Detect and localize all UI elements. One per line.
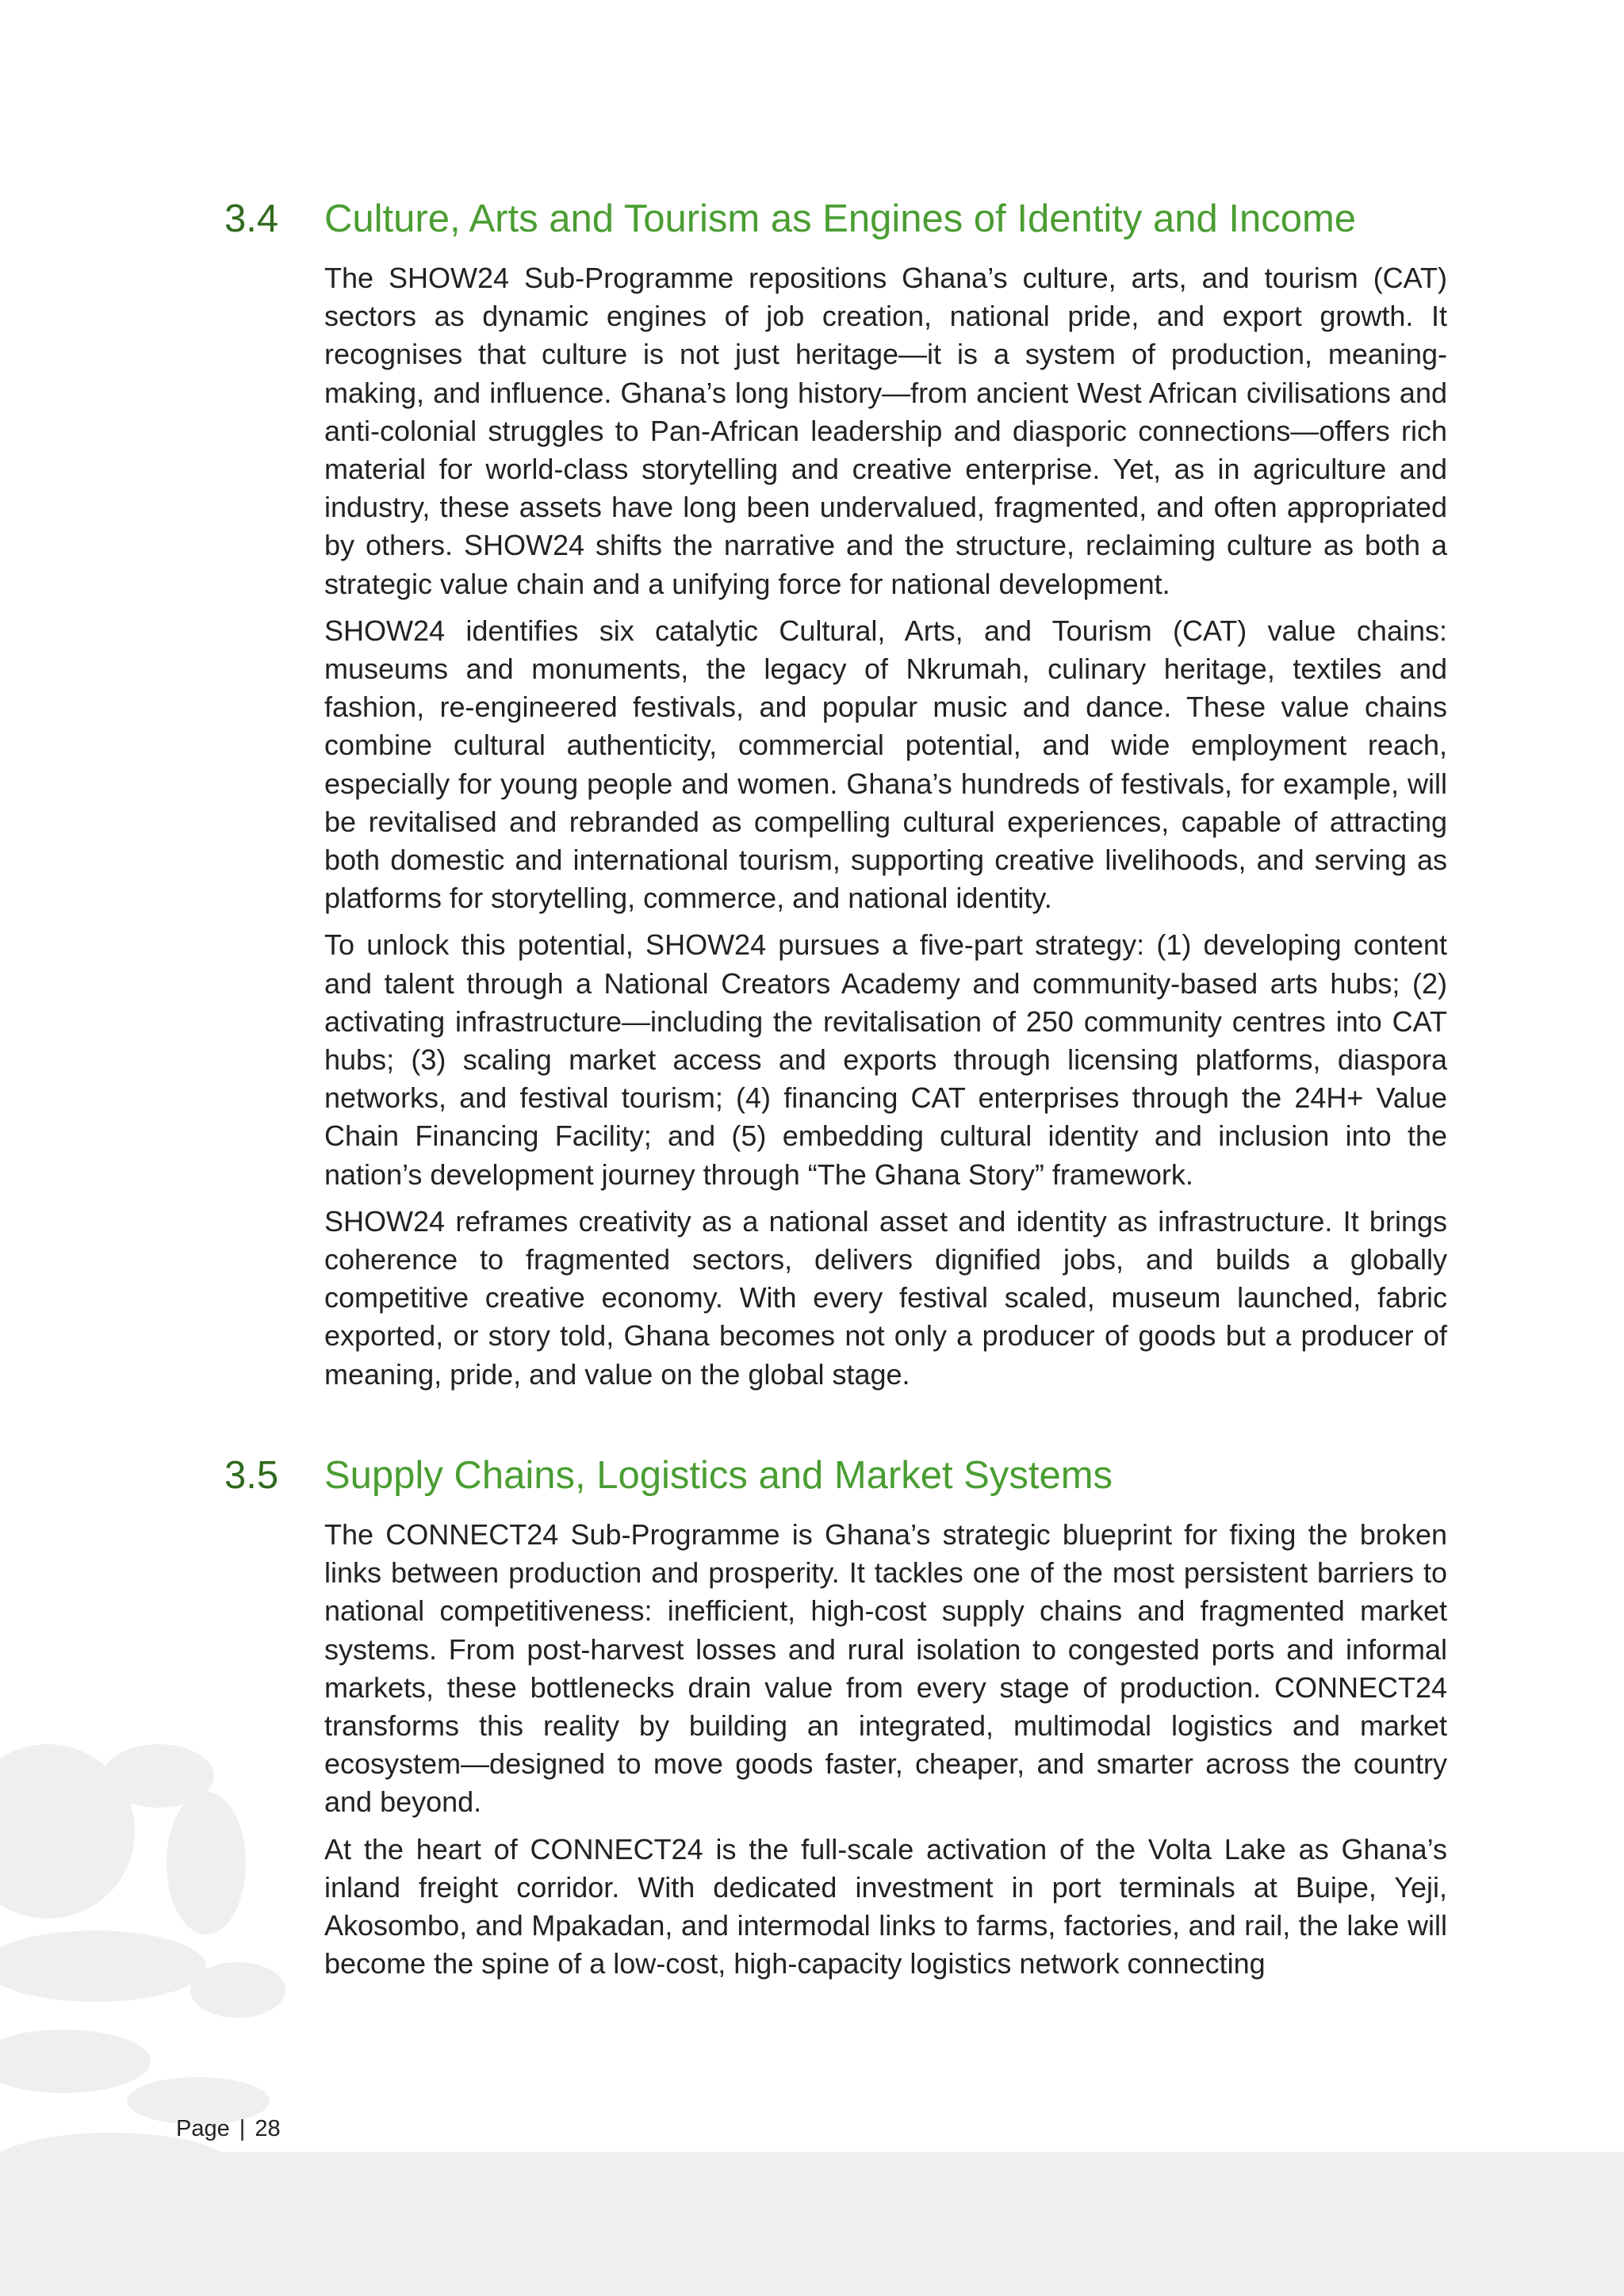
paragraph: The CONNECT24 Sub-Programme is Ghana’s strategic blueprint for fixing the broken links between production and prosperity. It tackles one of the most persistent barriers to national competitiveness: inefficient, high-cost supply chains and fragmented market systems. From post-harvest losses and rural isolation to congested ports and informal markets, these bottlenecks drain value from every stage of production. CONNECT24 transforms this reality by building an integrated, multimodal logistics and market ecosystem—designed to move goods faster, cheaper, and smarter across the country and beyond. xyxy=(324,1517,1447,1819)
section-number: 3.5 xyxy=(224,1453,279,1497)
paragraph: SHOW24 reframes creativity as a national asset and identity as infrastructure. It brings coherence to fragmented sectors, delivers dignified jobs, and builds a globally competitive creative economy. With every festival scaled, museum launched, fabric exported, or story told, Ghana becomes not only a producer of goods but a producer of meaning, pride, and value on the global stage. xyxy=(324,1204,1447,1391)
paragraph: SHOW24 identifies six catalytic Cultural, Arts, and Tourism (CAT) value chains: museums and monuments, the legacy of Nkrumah, culinary heritage, textiles and fashion, re-engineered festivals, and popular music and dance. These value chains combine cultural authenticity, commercial potential, and wide employment reach, especially for young people and women. Ghana’s hundreds of festivals, for example, will be revitalised and rebranded as compelling cultural experiences, capable of attracting both domestic and international tourism, supporting creative livelihoods, and serving as platforms for storytelling, commerce, and national identity. xyxy=(324,614,1447,915)
page-separator: | xyxy=(239,2116,246,2141)
footer-band xyxy=(0,2152,1624,2296)
section-heading xyxy=(224,194,1448,243)
section-number: 3.4 xyxy=(224,197,279,240)
paragraph: At the heart of CONNECT24 is the full-scale activation of the Volta Lake as Ghana’s inland freight corridor. With dedicated investment in port terminals at Buipe, Yeji, Akosombo, and Mpakadan, and intermodal links to farms, factories, and rail, the lake will become the spine of a low-cost, high-capacity logistics network connecting xyxy=(324,1832,1447,1980)
page-label: Page xyxy=(176,2116,230,2141)
section-3-5 xyxy=(224,1451,1448,1983)
section-title: Supply Chains, Logistics and Market Systems xyxy=(324,1453,1113,1497)
section-title: Culture, Arts and Tourism as Engines of Identity and Income xyxy=(324,197,1357,240)
section-heading xyxy=(224,1451,1448,1500)
paragraph: To unlock this potential, SHOW24 pursues a five-part strategy: (1) developing content and talent through a National Creators Academy and community-based arts hubs; (2) activating infrastructure—including the revitalisation of 250 community centres into CAT hubs; (3) scaling market access and exports through licensing platforms, diaspora networks, and festival tourism; (4) financing CAT enterprises through the 24H+ Value Chain Financing Facility; and (5) embedding cultural identity and inclusion into the nation’s development journey through “The Ghana Story” framework. xyxy=(324,928,1447,1191)
page-number-footer xyxy=(176,2113,281,2145)
page-content xyxy=(224,194,1448,2040)
section-3-4 xyxy=(224,194,1448,1394)
page-number: 28 xyxy=(255,2116,281,2141)
paragraph: The SHOW24 Sub-Programme repositions Ghana’s culture, arts, and tourism (CAT) sectors as dynamic engines of job creation, national pride, and export growth. It recognises that culture is not just heritage—it is a system of production, meaning-making, and influence. Ghana’s long history—from ancient West African civilisations and anti-colonial struggles to Pan-African leadership and diasporic connections—offers rich material for world-class storytelling and creative enterprise. Yet, as in agriculture and industry, these assets have long been undervalued, fragmented, and often appropriated by others. SHOW24 shifts the narrative and the structure, reclaiming culture as both a strategic value chain and a unifying force for national development. xyxy=(324,262,1447,600)
